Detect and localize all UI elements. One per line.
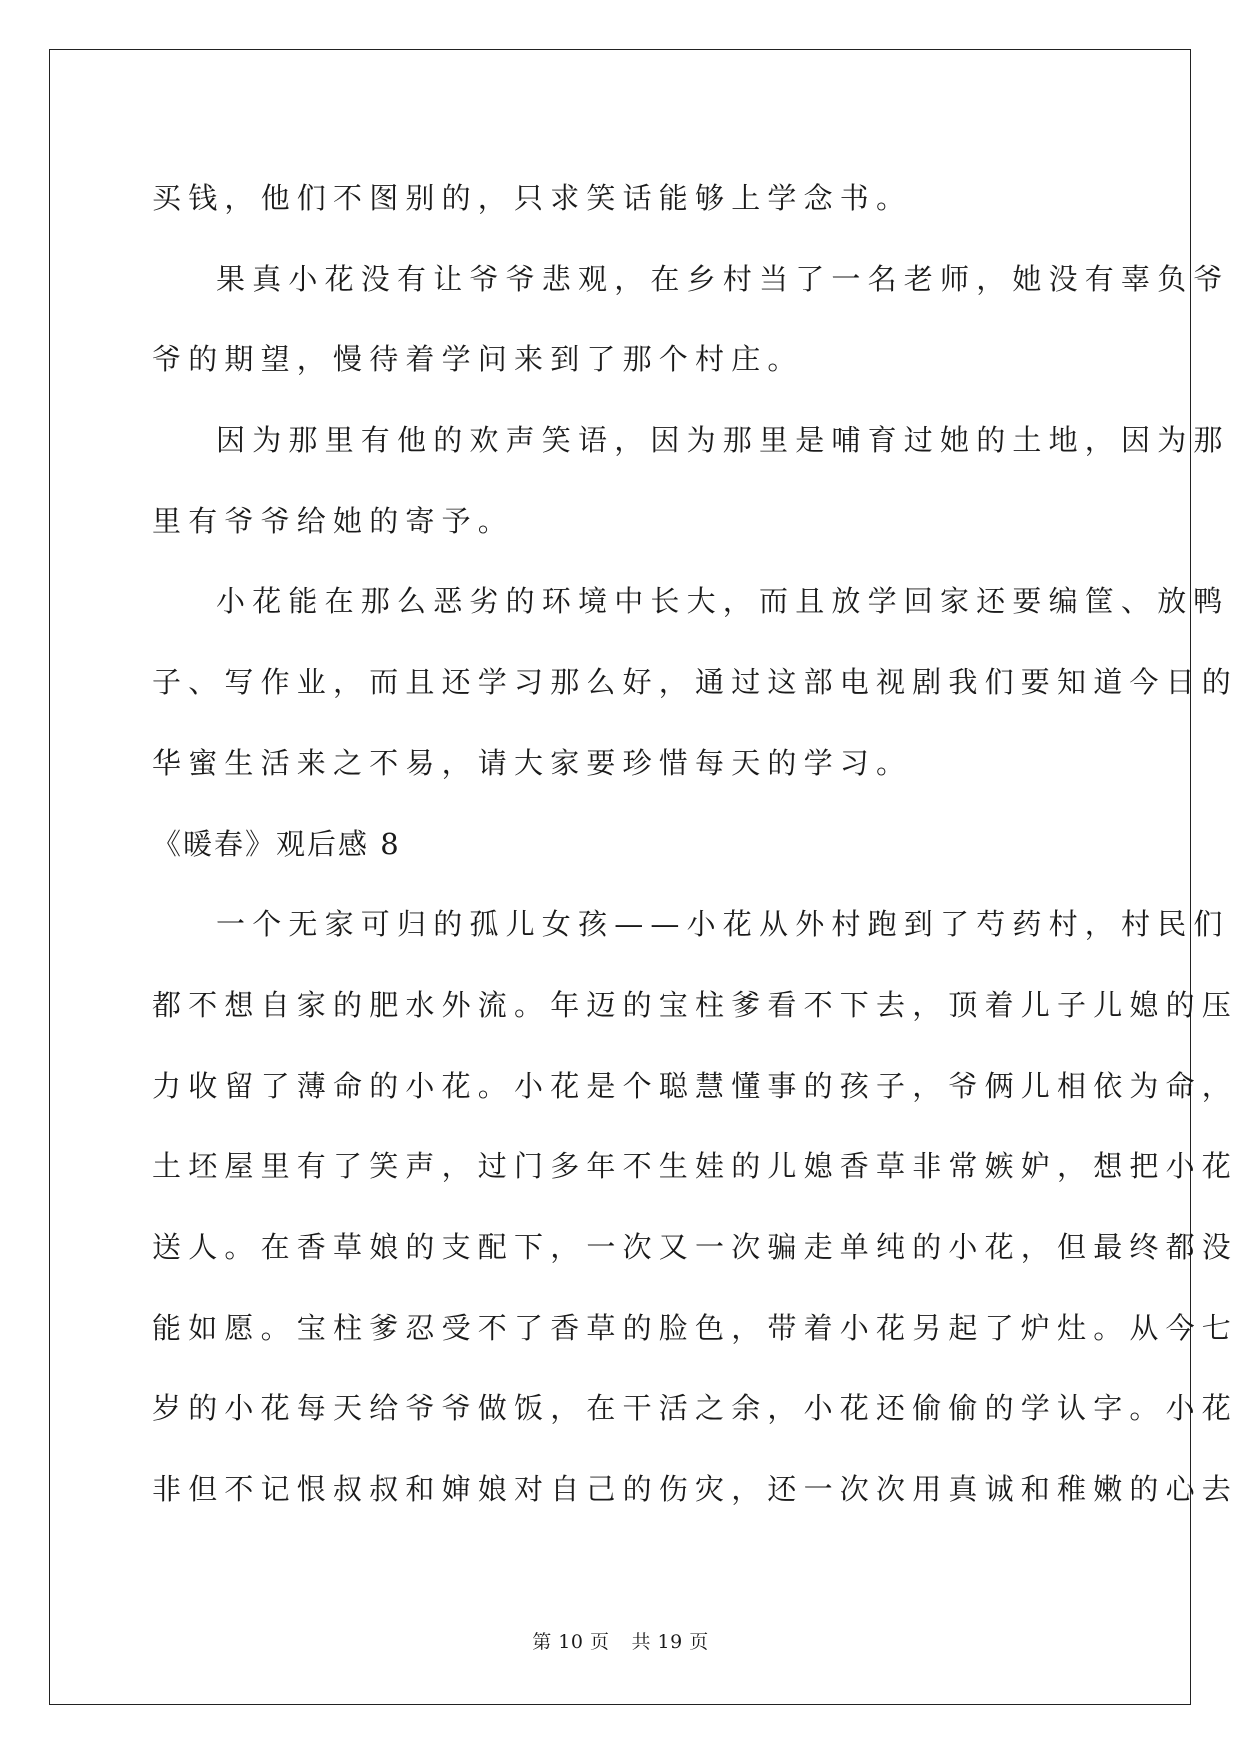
text-line: 里有爷爷给她的寄予。 <box>152 503 515 538</box>
text-line: 华蜜生活来之不易，请大家要珍惜每天的学习。 <box>152 745 913 780</box>
text-line: 因为那里有他的欢声笑语，因为那里是哺育过她的土地，因为那 <box>216 423 1230 458</box>
text-line: 小花能在那么恶劣的环境中长大，而且放学回家还要编筐、放鸭 <box>216 584 1230 619</box>
text-line: 子、写作业，而且还学习那么好，通过这部电视剧我们要知道今日的 <box>152 665 1239 700</box>
page-number: 第 10 页 <box>532 1631 610 1653</box>
text-line: 送人。在香草娘的支配下，一次又一次骗走单纯的小花，但最终都没 <box>152 1229 1239 1264</box>
document-body <box>152 158 1239 1530</box>
text-line: 一个无家可归的孤儿女孩——小花从外村跑到了芍药村，村民们 <box>216 907 1230 942</box>
section-heading: 《暖春》观后感 8 <box>152 826 401 861</box>
text-line: 岁的小花每天给爷爷做饭，在干活之余，小花还偷偷的学认字。小花 <box>152 1391 1239 1426</box>
text-line: 土坯屋里有了笑声，过门多年不生娃的儿媳香草非常嫉妒，想把小花 <box>152 1149 1239 1184</box>
text-line: 果真小花没有让爷爷悲观，在乡村当了一名老师，她没有辜负爷 <box>216 261 1230 296</box>
text-line: 力收留了薄命的小花。小花是个聪慧懂事的孩子，爷俩儿相依为命， <box>152 1068 1239 1103</box>
text-line: 买钱，他们不图别的，只求笑话能够上学念书。 <box>152 181 913 215</box>
page-total: 共 19 页 <box>631 1631 709 1653</box>
page-footer <box>0 1627 1241 1654</box>
text-line: 能如愿。宝柱爹忍受不了香草的脸色，带着小花另起了炉灶。从今七 <box>152 1310 1239 1345</box>
text-line: 非但不记恨叔叔和婶娘对自己的伤灾，还一次次用真诚和稚嫩的心去 <box>152 1472 1239 1506</box>
text-line: 爷的期望，慢待着学问来到了那个村庄。 <box>152 342 804 377</box>
text-line: 都不想自家的肥水外流。年迈的宝柱爹看不下去，顶着儿子儿媳的压 <box>152 987 1239 1022</box>
